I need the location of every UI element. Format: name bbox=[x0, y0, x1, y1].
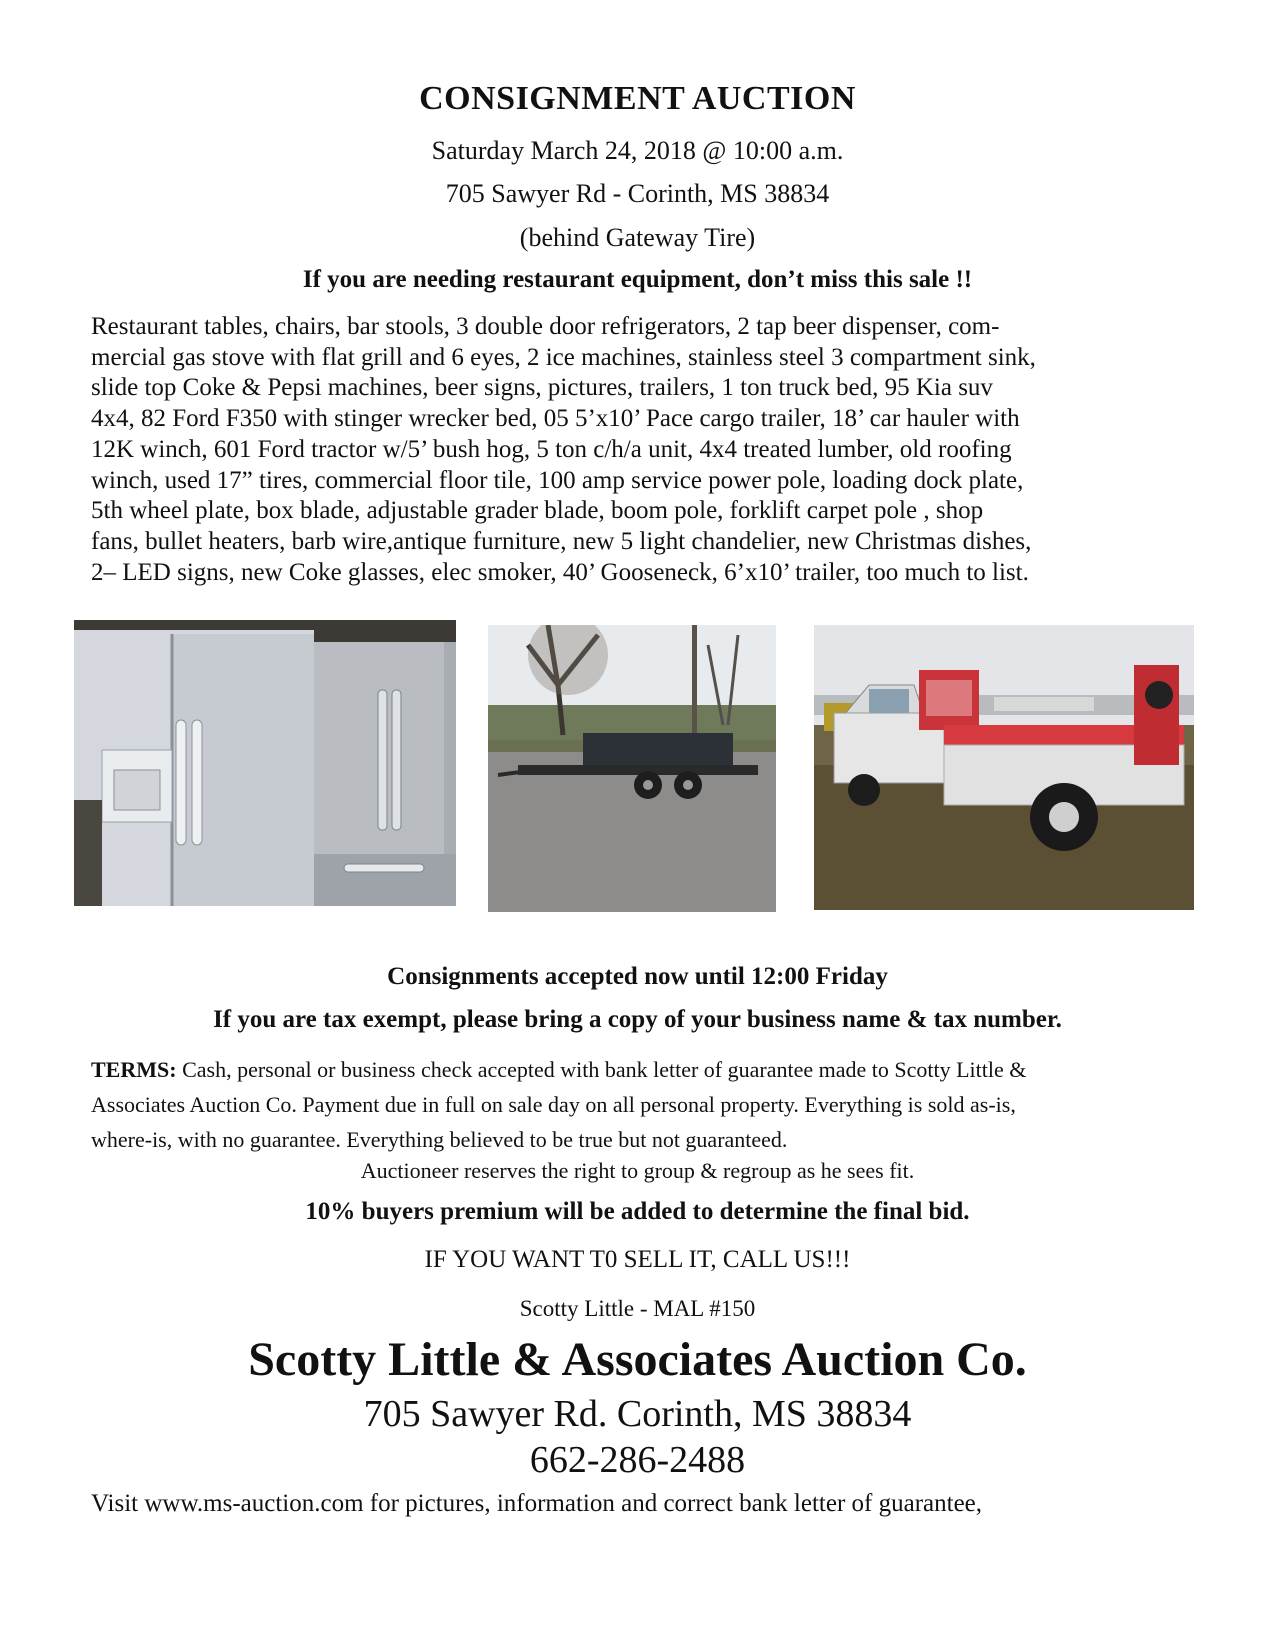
sell-it-call-us: IF YOU WANT T0 SELL IT, CALL US!!! bbox=[424, 1246, 851, 1273]
terms-paragraph bbox=[91, 1052, 1201, 1157]
auction-date: Saturday March 24, 2018 @ 10:00 a.m. bbox=[431, 136, 844, 165]
restaurant-tagline: If you are needing restaurant equipment, don’t miss this sale !! bbox=[302, 266, 973, 293]
auctioneer-license: Scotty Little - MAL #150 bbox=[519, 1296, 756, 1321]
auctioneer-rights-note: Auctioneer reserves the right to group & regroup as he sees fit. bbox=[360, 1158, 915, 1183]
auction-landmark: (behind Gateway Tire) bbox=[519, 223, 756, 252]
wrecker-truck-photo bbox=[814, 625, 1194, 910]
items-list: Restaurant tables, chairs, bar stools, 3 double door refrigerators, 2 tap beer dispenser, com- mercial gas stove with flat grill and 6 eyes, 2 ice machines, stainless steel 3 compartment sink, slide top Coke & Pepsi machines, beer signs, pictures, trailers, 1 ton truck bed, 95 Kia suv 4x4, 82 Ford F350 with stinger wrecker bed, 05 5’x10’ Pace cargo trailer, 18’ car hauler with 12K winch, 601 Ford tractor w/5’ bush hog, 5 ton c/h/a unit, 4x4 treated lumber, old roofing winch, used 17” tires, commercial floor tile, 100 amp service power pole, loading dock plate, 5th wheel plate, box blade, adjustable grader blade, boom pole, forklift carpet pole , shop fans, bullet heaters, barb wire,antique furniture, new 5 light chandelier, new Christmas dishes, 2– LED signs, new Coke glasses, elec smoker, 40’ Gooseneck, 6’x10’ trailer, too much to list. bbox=[91, 313, 1036, 586]
refrigerators-photo bbox=[74, 620, 456, 906]
terms-label: TERMS: bbox=[91, 1057, 177, 1082]
company-phone: 662-286-2488 bbox=[529, 1439, 746, 1481]
company-address: 705 Sawyer Rd. Corinth, MS 38834 bbox=[363, 1393, 912, 1435]
terms-text: Cash, personal or business check accepted with bank letter of guarantee made to Scotty Little & Associates Auction Co. Payment due in full on sale day on all personal property. Everything is sold as-is, where-is, with no guarantee. Everything believed to be true but not guaranteed. bbox=[91, 1057, 1027, 1152]
auction-title: CONSIGNMENT AUCTION bbox=[419, 80, 856, 117]
cargo-trailer-photo bbox=[488, 625, 776, 912]
buyers-premium-note: 10% buyers premium will be added to determine the final bid. bbox=[305, 1198, 970, 1225]
tax-exempt-note: If you are tax exempt, please bring a copy of your business name & tax number. bbox=[213, 1006, 1062, 1033]
auction-address: 705 Sawyer Rd - Corinth, MS 38834 bbox=[445, 179, 830, 208]
company-name: Scotty Little & Associates Auction Co. bbox=[248, 1333, 1027, 1386]
website-note: Visit www.ms-auction.com for pictures, information and correct bank letter of guarantee, bbox=[91, 1490, 983, 1517]
consignments-note: Consignments accepted now until 12:00 Friday bbox=[387, 963, 888, 990]
